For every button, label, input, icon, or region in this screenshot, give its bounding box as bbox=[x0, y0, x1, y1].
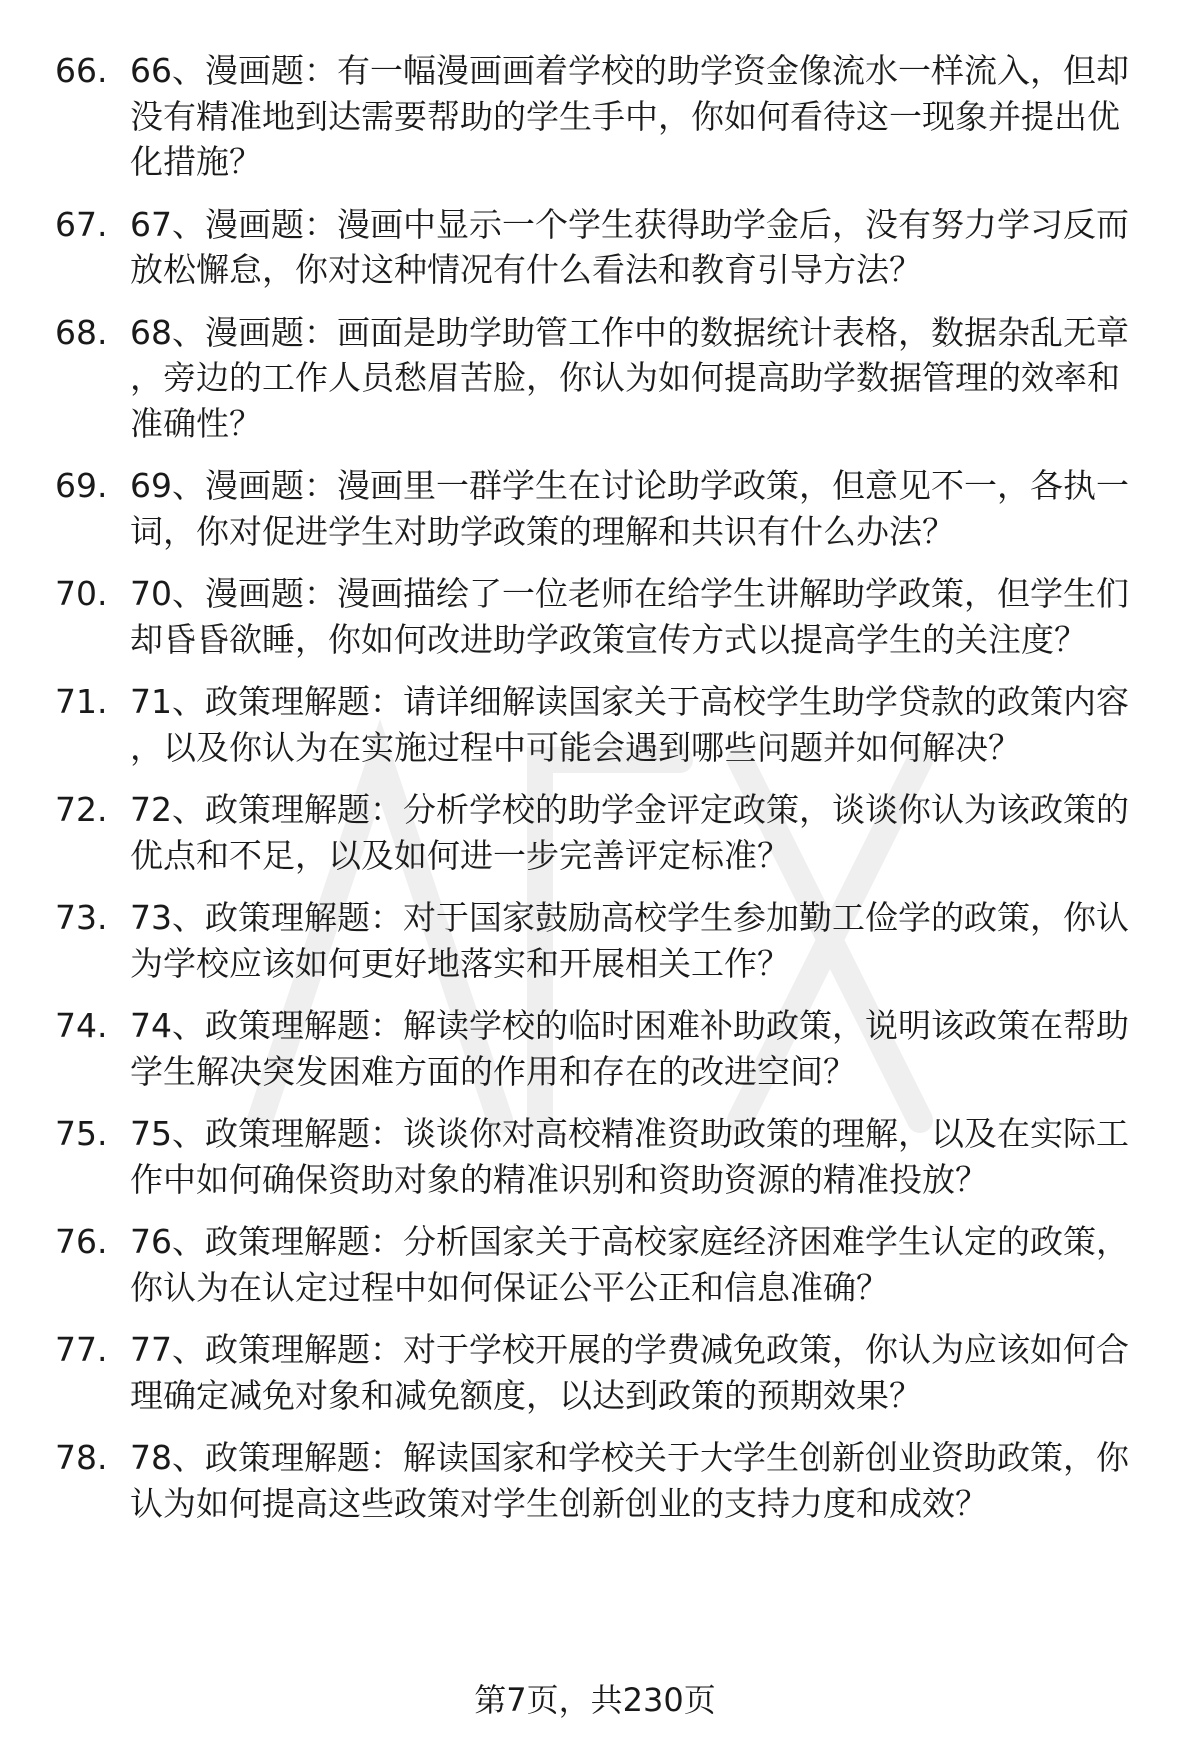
question-item bbox=[55, 1435, 1145, 1526]
question-number: 74. bbox=[55, 1006, 108, 1045]
question-text: 78、政策理解题：解读国家和学校关于大学生创新创业资助政策，你认为如何提高这些政策对学生创新创业的支持力度和成效？ bbox=[130, 1438, 1129, 1523]
question-text: 66、漫画题：有一幅漫画画着学校的助学资金像流水一样流入，但却没有精准地到达需要帮助的学生手中，你如何看待这一现象并提出优化措施？ bbox=[130, 51, 1129, 181]
question-number: 77. bbox=[55, 1330, 108, 1369]
question-item bbox=[55, 463, 1145, 554]
question-item bbox=[55, 571, 1145, 662]
question-text: 74、政策理解题：解读学校的临时困难补助政策，说明该政策在帮助学生解决突发困难方面的作用和存在的改进空间？ bbox=[130, 1006, 1129, 1091]
question-number: 67. bbox=[55, 204, 108, 244]
question-number: 72. bbox=[55, 790, 108, 829]
question-text: 75、政策理解题：谈谈你对高校精准资助政策的理解，以及在实际工作中如何确保资助对象的精准识别和资助资源的精准投放？ bbox=[130, 1114, 1129, 1199]
question-text: 71、政策理解题：请详细解读国家关于高校学生助学贷款的政策内容，以及你认为在实施过程中可能会遇到哪些问题并如何解决？ bbox=[130, 682, 1129, 767]
question-number: 78. bbox=[55, 1438, 108, 1477]
question-item bbox=[55, 787, 1145, 878]
question-text: 76、政策理解题：分析国家关于高校家庭经济困难学生认定的政策，你认为在认定过程中如何保证公平公正和信息准确？ bbox=[130, 1222, 1129, 1307]
question-item bbox=[55, 48, 1145, 185]
question-number: 69. bbox=[55, 466, 108, 505]
question-number: 66. bbox=[55, 51, 108, 90]
question-item bbox=[55, 310, 1145, 447]
question-number: 76. bbox=[55, 1222, 108, 1261]
question-item bbox=[55, 1219, 1145, 1310]
question-text: 70、漫画题：漫画描绘了一位老师在给学生讲解助学政策，但学生们却昏昏欲睡，你如何改进助学政策宣传方式以提高学生的关注度？ bbox=[130, 574, 1129, 659]
question-text: 72、政策理解题：分析学校的助学金评定政策，谈谈你认为该政策的优点和不足，以及如何进一步完善评定标准？ bbox=[130, 790, 1129, 875]
question-number: 71. bbox=[55, 682, 108, 721]
question-number: 70. bbox=[55, 574, 108, 613]
question-list bbox=[55, 48, 1145, 1543]
question-item bbox=[55, 1111, 1145, 1202]
question-number: 75. bbox=[55, 1114, 108, 1153]
question-text: 68、漫画题：画面是助学助管工作中的数据统计表格，数据杂乱无章，旁边的工作人员愁眉苦脸，你认为如何提高助学数据管理的效率和准确性？ bbox=[130, 312, 1129, 443]
question-text: 73、政策理解题：对于国家鼓励高校学生参加勤工俭学的政策，你认为学校应该如何更好地落实和开展相关工作？ bbox=[130, 898, 1129, 983]
question-number: 68. bbox=[55, 312, 108, 352]
page-number-footer: 第7页，共230页 bbox=[474, 1681, 716, 1719]
question-item bbox=[55, 202, 1145, 293]
question-text: 69、漫画题：漫画里一群学生在讨论助学政策，但意见不一，各执一词，你对促进学生对助学政策的理解和共识有什么办法？ bbox=[130, 466, 1129, 551]
question-item bbox=[55, 1327, 1145, 1418]
question-text: 77、政策理解题：对于学校开展的学费减免政策，你认为应该如何合理确定减免对象和减免额度，以达到政策的预期效果？ bbox=[130, 1330, 1129, 1415]
question-text: 67、漫画题：漫画中显示一个学生获得助学金后，没有努力学习反而放松懈怠，你对这种情况有什么看法和教育引导方法？ bbox=[130, 204, 1129, 289]
question-item bbox=[55, 895, 1145, 986]
question-number: 73. bbox=[55, 898, 108, 937]
question-item bbox=[55, 679, 1145, 770]
question-item bbox=[55, 1003, 1145, 1094]
